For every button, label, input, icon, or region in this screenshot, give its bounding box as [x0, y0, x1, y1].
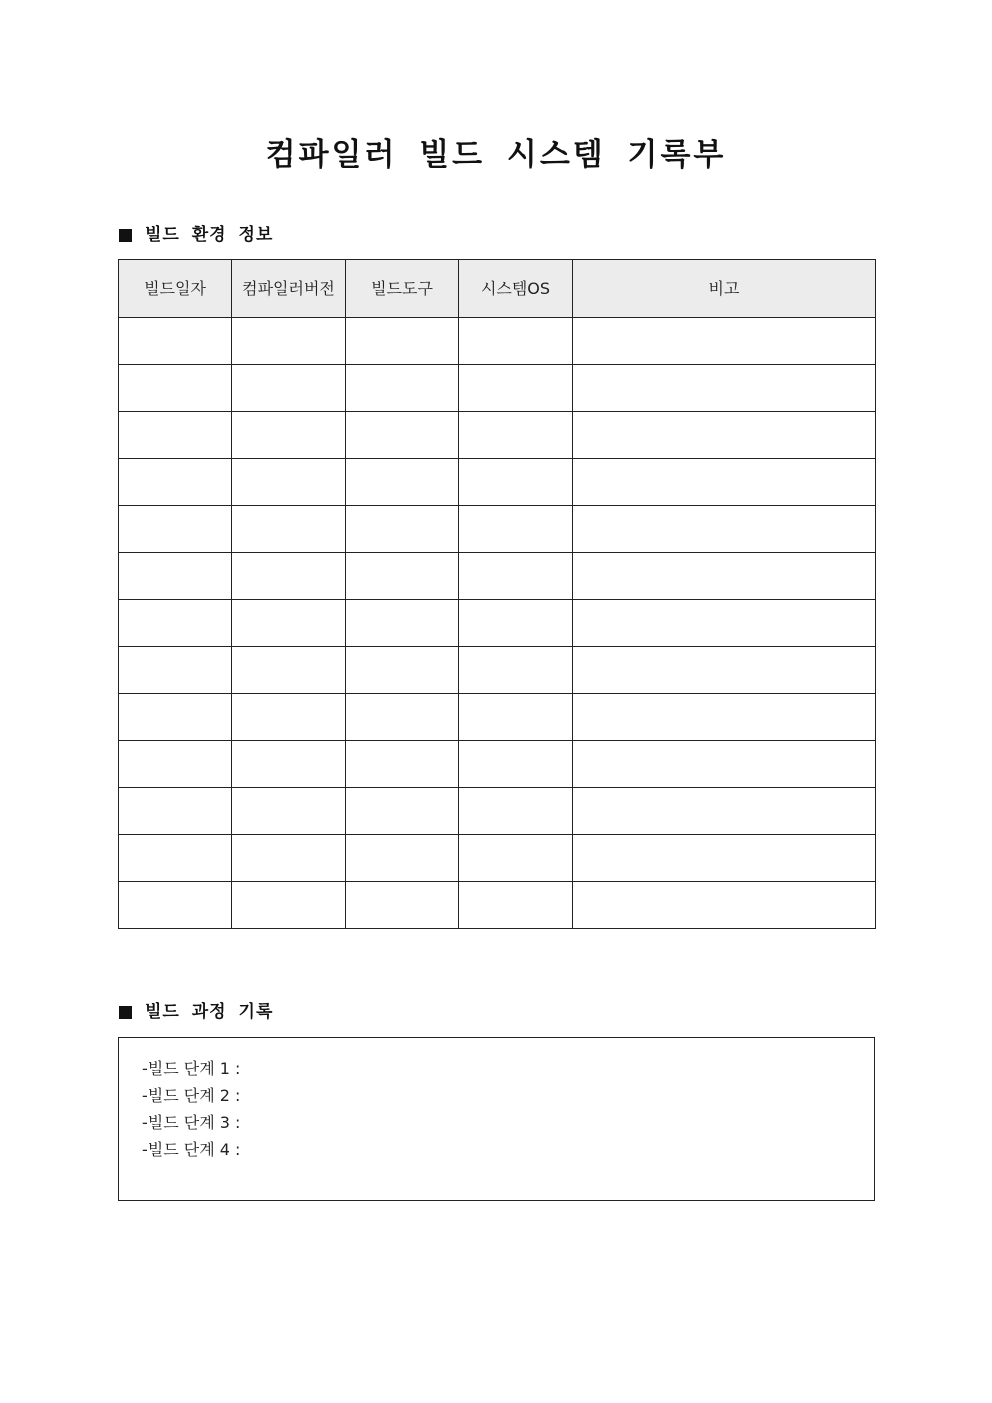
table-cell[interactable] [346, 412, 459, 459]
table-cell[interactable] [232, 788, 346, 835]
table-cell[interactable] [459, 835, 573, 882]
table-row [119, 741, 876, 788]
table-cell[interactable] [459, 882, 573, 929]
table-cell[interactable] [232, 506, 346, 553]
table-row [119, 318, 876, 365]
table-cell[interactable] [573, 506, 876, 553]
table-cell[interactable] [232, 694, 346, 741]
table-header-row [119, 260, 876, 318]
table-cell[interactable] [459, 600, 573, 647]
table-row [119, 647, 876, 694]
table-cell[interactable] [232, 835, 346, 882]
table-cell[interactable] [232, 553, 346, 600]
square-bullet-icon [119, 229, 132, 242]
table-cell[interactable] [119, 318, 232, 365]
table-cell[interactable] [119, 600, 232, 647]
build-env-table-body [119, 318, 876, 929]
table-cell[interactable] [346, 647, 459, 694]
table-cell[interactable] [119, 694, 232, 741]
table-cell[interactable] [459, 553, 573, 600]
table-cell[interactable] [459, 506, 573, 553]
table-cell[interactable] [573, 600, 876, 647]
column-header-build-tool: 빌드도구 [346, 260, 459, 318]
table-cell[interactable] [573, 835, 876, 882]
table-cell[interactable] [232, 365, 346, 412]
table-row [119, 553, 876, 600]
column-header-compiler-version: 컴파일러버전 [232, 260, 346, 318]
build-step-list [142, 1055, 240, 1163]
table-cell[interactable] [573, 647, 876, 694]
table-cell[interactable] [119, 365, 232, 412]
table-cell[interactable] [346, 365, 459, 412]
table-cell[interactable] [459, 788, 573, 835]
table-cell[interactable] [119, 741, 232, 788]
table-row [119, 600, 876, 647]
table-cell[interactable] [119, 412, 232, 459]
table-cell[interactable] [459, 647, 573, 694]
column-header-build-date: 빌드일자 [119, 260, 232, 318]
table-cell[interactable] [346, 882, 459, 929]
table-cell[interactable] [232, 882, 346, 929]
table-cell[interactable] [346, 600, 459, 647]
table-cell[interactable] [346, 788, 459, 835]
build-step-item: -빌드 단계 3 : [142, 1113, 241, 1132]
table-cell[interactable] [346, 741, 459, 788]
process-section-heading [119, 1000, 273, 1024]
table-cell[interactable] [119, 506, 232, 553]
table-cell[interactable] [573, 553, 876, 600]
table-cell[interactable] [573, 882, 876, 929]
table-cell[interactable] [119, 459, 232, 506]
table-row [119, 506, 876, 553]
table-row [119, 694, 876, 741]
build-process-box[interactable] [118, 1037, 875, 1201]
table-cell[interactable] [232, 647, 346, 694]
table-cell[interactable] [459, 741, 573, 788]
build-step-item: -빌드 단계 1 : [142, 1059, 241, 1078]
table-cell[interactable] [459, 412, 573, 459]
build-step-item: -빌드 단계 2 : [142, 1086, 241, 1105]
table-row [119, 882, 876, 929]
table-row [119, 788, 876, 835]
column-header-system-os: 시스템OS [459, 260, 573, 318]
table-cell[interactable] [346, 318, 459, 365]
table-cell[interactable] [573, 412, 876, 459]
table-cell[interactable] [573, 694, 876, 741]
table-cell[interactable] [459, 694, 573, 741]
build-step-item: -빌드 단계 4 : [142, 1140, 241, 1159]
table-row [119, 365, 876, 412]
build-env-table [118, 259, 876, 929]
env-section-heading [119, 223, 273, 247]
table-cell[interactable] [119, 835, 232, 882]
table-cell[interactable] [459, 318, 573, 365]
table-cell[interactable] [346, 694, 459, 741]
table-row [119, 412, 876, 459]
table-cell[interactable] [232, 318, 346, 365]
table-cell[interactable] [346, 553, 459, 600]
square-bullet-icon [119, 1006, 132, 1019]
table-cell[interactable] [573, 459, 876, 506]
page-title: 컴파일러 빌드 시스템 기록부 [265, 137, 727, 173]
table-cell[interactable] [346, 506, 459, 553]
table-row [119, 835, 876, 882]
table-cell[interactable] [346, 459, 459, 506]
table-row [119, 459, 876, 506]
table-cell[interactable] [232, 412, 346, 459]
table-cell[interactable] [232, 459, 346, 506]
table-cell[interactable] [232, 600, 346, 647]
table-cell[interactable] [573, 318, 876, 365]
table-cell[interactable] [573, 365, 876, 412]
table-cell[interactable] [232, 741, 346, 788]
env-section-heading-text: 빌드 환경 정보 [145, 225, 274, 245]
table-cell[interactable] [119, 553, 232, 600]
table-cell[interactable] [119, 647, 232, 694]
process-section-heading-text: 빌드 과정 기록 [145, 1002, 274, 1022]
column-header-notes: 비고 [573, 260, 876, 318]
table-cell[interactable] [573, 741, 876, 788]
table-cell[interactable] [573, 788, 876, 835]
table-cell[interactable] [459, 459, 573, 506]
table-cell[interactable] [346, 835, 459, 882]
table-cell[interactable] [459, 365, 573, 412]
table-cell[interactable] [119, 788, 232, 835]
table-cell[interactable] [119, 882, 232, 929]
